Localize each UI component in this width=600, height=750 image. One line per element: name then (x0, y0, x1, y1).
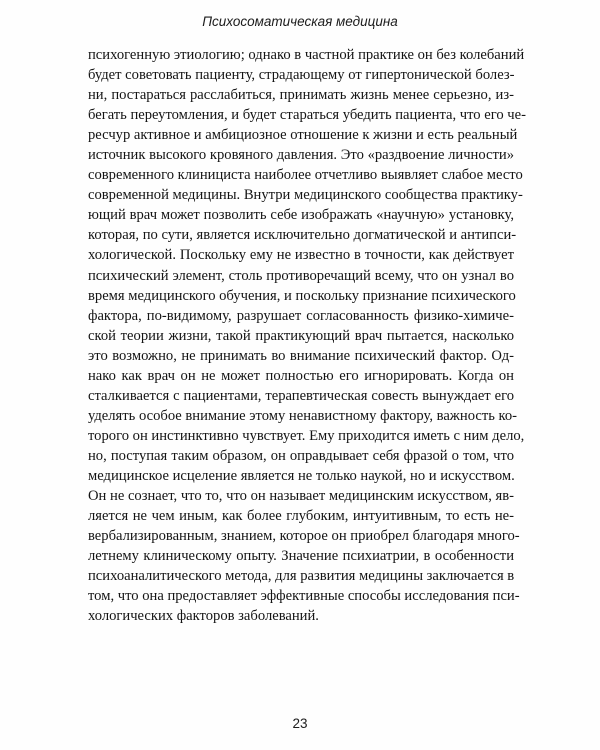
text-line: нако как врач он не может полностью его игнорировать. Когда он (88, 367, 514, 384)
page-number: 23 (292, 716, 308, 731)
text-line: психический элемент, столь противоречащий всему, что он узнал во (88, 267, 514, 284)
text-line: психогенную этиологию; однако в частной практике он без колебаний (88, 47, 525, 63)
text-line: вербализированным, знанием, которое он приобрел благодаря много- (88, 528, 520, 545)
text-line: фактора, по-видимому, разрушает согласованность физико-химиче- (88, 307, 514, 324)
text-line: психоаналитического метода, для развития медицины заключается в (88, 568, 515, 585)
text-line: торого он инстинктивно чувствует. Ему приходится иметь с ним дело, (88, 427, 525, 444)
body-text (88, 45, 526, 626)
text-line: современной медицины. Внутри медицинского сообщества практику- (88, 187, 523, 204)
text-line: хологических факторов заболеваний. (88, 608, 319, 625)
text-line: будет советовать пациенту, страдающему от гипертонической болез- (88, 67, 515, 84)
text-line: ляется не чем иным, как более глубоким, интуитивным, то есть не- (88, 508, 514, 525)
text-line: современного клинициста наиболее отчетливо выявляет слабое место (88, 167, 523, 184)
text-line: время медицинского обучения, и поскольку признание психического (88, 287, 516, 304)
text-line: летнему клиническому опыту. Значение психиатрии, в особенности (88, 548, 514, 565)
text-line: Он не сознает, что то, что он называет медицинским искусством, яв- (88, 488, 514, 505)
text-line: ющий врач может позволить себе изображать «научную» установку, (88, 207, 514, 224)
text-line: сталкивается с пациентами, терапевтическая совесть вынуждает его (88, 387, 514, 404)
text-line: это возможно, не принимать во внимание психический фактор. Од- (88, 347, 514, 364)
text-line: том, что она предоставляет эффективные способы исследования пси- (88, 588, 520, 605)
text-line: медицинское исцеление является не только наукой, но и искусством. (88, 467, 515, 484)
text-line: ской теории жизни, такой практикующий врач пытается, насколько (88, 327, 514, 344)
text-line: уделять особое внимание этому ненавистному фактору, важность ко- (88, 407, 518, 424)
text-line: которая, по сути, является исключительно догматической и антипси- (88, 227, 517, 244)
running-header: Психосоматическая медицина (202, 14, 398, 29)
text-line: но, поступая таким образом, он оправдывает себя фразой о том, что (88, 447, 514, 464)
text-line: бегать переутомления, и будет стараться убедить пациента, что его че- (88, 107, 526, 124)
text-line: ресчур активное и амбициозное отношение к жизни и есть реальный (88, 127, 518, 144)
text-line: хологической. Поскольку ему не известно в точности, как действует (88, 247, 514, 264)
text-line: источник высокого кровяного давления. Это «раздвоение личности» (88, 147, 514, 164)
text-line: ни, постараться расслабиться, принимать жизнь менее серьезно, из- (88, 87, 514, 104)
